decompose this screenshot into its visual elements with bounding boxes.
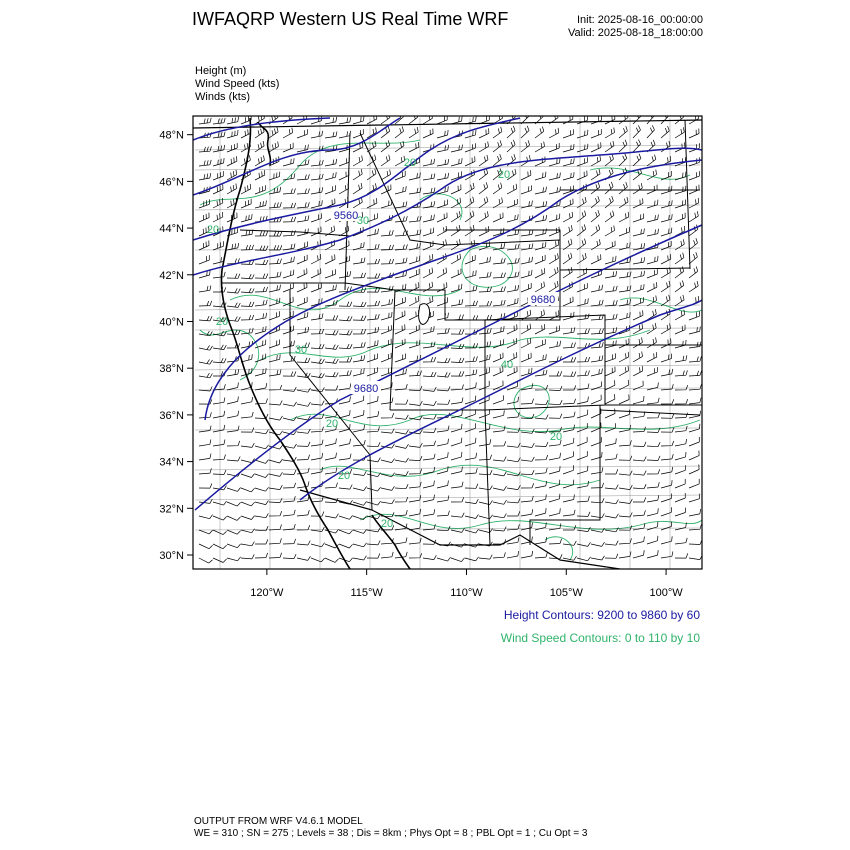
- lon-tick-label: 100°W: [649, 587, 683, 599]
- lat-tick-label: 48°N: [159, 129, 184, 142]
- wind-contour-label: 20: [497, 169, 511, 181]
- wind-contour-label: 20: [206, 224, 220, 236]
- map-background: [193, 116, 702, 569]
- lon-tick-label: 105°W: [549, 587, 583, 599]
- height-contour-label: 9680: [353, 383, 379, 395]
- model-output-line: OUTPUT FROM WRF V4.6.1 MODEL: [194, 816, 363, 827]
- lon-tick-label: 120°W: [250, 587, 284, 599]
- height-contour-label: 9560: [333, 210, 359, 222]
- lon-tick-label: 110°W: [450, 587, 483, 599]
- lat-tick-label: 42°N: [159, 269, 184, 282]
- lat-tick-label: 30°N: [159, 549, 184, 562]
- lat-tick-label: 40°N: [159, 316, 184, 329]
- lat-tick-label: 44°N: [159, 223, 184, 236]
- wind-contour-label: 20: [337, 470, 351, 482]
- wind-contour-label: 30: [356, 215, 370, 227]
- height-contour-label: 9680: [530, 294, 556, 306]
- lon-tick-label: 115°W: [350, 587, 383, 599]
- wind-contour-legend: Wind Speed Contours: 0 to 110 by 10: [500, 631, 700, 645]
- wind-contour-label: 20: [325, 418, 339, 430]
- field-windspeed-label: Wind Speed (kts): [195, 78, 280, 90]
- latitude-axis: [159, 130, 193, 562]
- field-winds-label: Winds (kts): [195, 91, 250, 103]
- model-config-line: WE = 310 ; SN = 275 ; Levels = 38 ; Dis = 8km ; Phys Opt = 8 ; PBL Opt = 1 ; Cu Opt = 3: [194, 828, 588, 839]
- lat-tick-label: 38°N: [159, 363, 184, 376]
- lat-tick-label: 32°N: [159, 503, 184, 516]
- valid-time: Valid: 2025-08-18_18:00:00: [568, 27, 703, 39]
- wind-contour-label: 40: [500, 359, 514, 371]
- wind-contour-label: 30: [294, 344, 308, 356]
- field-height-label: Height (m): [195, 65, 247, 77]
- lat-tick-label: 34°N: [159, 456, 184, 469]
- wind-contour-label: 20: [215, 316, 229, 328]
- init-time: Init: 2025-08-16_00:00:00: [577, 14, 703, 26]
- chart-title: IWFAQRP Western US Real Time WRF: [192, 9, 509, 29]
- wind-contour-label: 20: [403, 157, 417, 169]
- lat-tick-label: 36°N: [159, 409, 184, 422]
- longitude-axis: [250, 569, 683, 599]
- height-contour-legend: Height Contours: 9200 to 9860 by 60: [503, 608, 700, 622]
- lat-tick-label: 46°N: [159, 176, 184, 189]
- wind-contour-label: 20: [380, 518, 394, 530]
- wind-contour-label: 20: [549, 431, 563, 443]
